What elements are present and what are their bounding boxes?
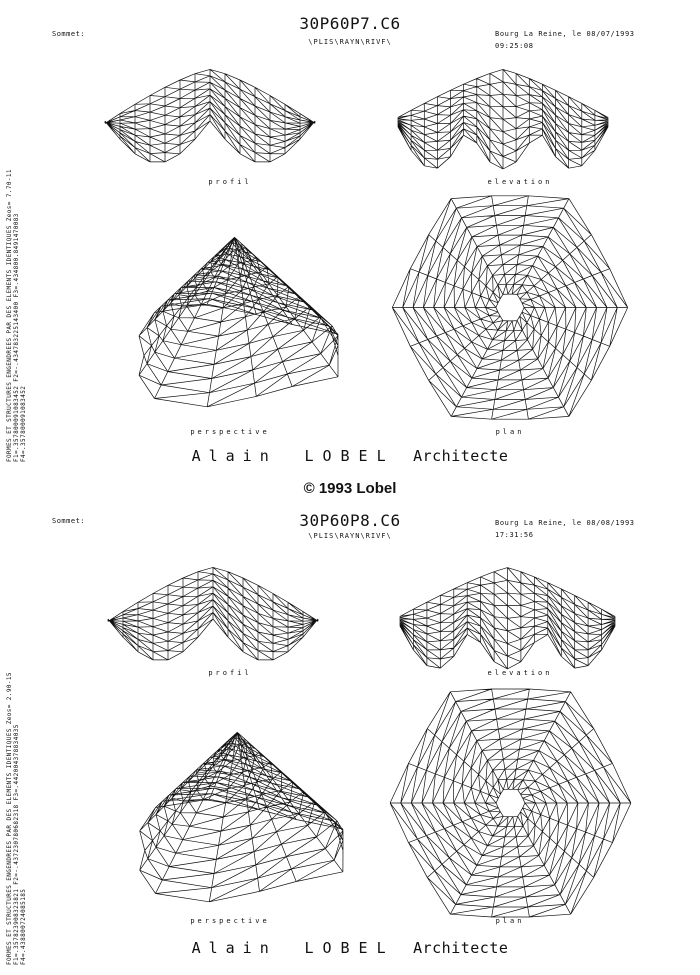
plan-label: plan (495, 428, 525, 436)
place-date: Bourg La Reine, le 08/08/1993 (495, 519, 635, 527)
plan-label: plan (495, 917, 525, 925)
side-parameters (6, 22, 46, 462)
sommet-label: Sommet: (52, 517, 86, 525)
profile-label: profil (208, 178, 252, 186)
signature-title: Architecte (413, 447, 509, 465)
place-date: Bourg La Reine, le 08/07/1993 (495, 30, 635, 38)
signature-last-name: LOBEL (304, 939, 395, 957)
profile-view-drawing (105, 55, 315, 175)
mesh-lines (390, 689, 631, 917)
signature-title: Architecte (413, 939, 509, 957)
signature-first-name: Alain (191, 939, 277, 957)
sommet-label: Sommet: (52, 30, 86, 38)
side-line-1: FORMES ET STRUCTURES ENGENDREES PAR DES ELEMENTS IDENTIQUES Zeos= 2.90-15 (6, 672, 13, 965)
perspective-label: perspective (190, 428, 270, 436)
drawing-sheet-2 (0, 505, 700, 975)
architect-signature (0, 447, 700, 465)
time-stamp: 09:25:08 (495, 42, 534, 50)
file-name: 30P60P8.C6 (299, 511, 401, 530)
mesh-lines (398, 69, 608, 169)
file-path: \PLIS\RAYN\RIVF\ (308, 532, 392, 540)
plan-view-drawing (398, 683, 623, 923)
signature-last-name: LOBEL (304, 447, 395, 465)
architect-signature (0, 939, 700, 957)
signature-first-name: Alain (191, 447, 277, 465)
elevation-view-drawing (400, 553, 615, 675)
side-line-2: F1=.357823908323821 F2=-.437230780682318 F3=.442004378834035 (13, 724, 20, 965)
copyright-notice: © 1993 Lobel (303, 480, 397, 497)
perspective-view-drawing (108, 205, 338, 420)
elevation-label: elevation (487, 669, 553, 677)
elevation-view-drawing (398, 55, 608, 175)
time-stamp: 17:31:56 (495, 531, 534, 539)
file-name: 30P60P7.C6 (299, 14, 401, 33)
perspective-view-drawing (108, 700, 343, 915)
mesh-lines (108, 567, 318, 660)
elevation-label: elevation (487, 178, 553, 186)
mesh-lines (139, 237, 338, 406)
mesh-lines (140, 732, 343, 902)
plan-view-drawing (400, 190, 620, 425)
file-path: \PLIS\RAYN\RIVF\ (308, 38, 392, 46)
side-line-3: F4=.438800724085185 (20, 888, 27, 965)
side-parameters (6, 525, 46, 965)
drawing-sheet-1 (0, 0, 700, 470)
profile-view-drawing (108, 553, 318, 673)
side-line-1: FORMES ET STRUCTURES ENGENDREES PAR DES ELEMENTS IDENTIQUES Zeos= 7.70-11 (6, 169, 13, 462)
side-line-3: F4=.357800091083452 (20, 385, 27, 462)
side-line-2: F1=.357800091083452 F2=-.434783225143400 F3=.434800.8491470083 (13, 213, 20, 462)
mesh-lines (392, 196, 627, 419)
profile-label: profil (208, 669, 252, 677)
mesh-lines (105, 69, 315, 161)
mesh-lines (400, 568, 615, 669)
perspective-label: perspective (190, 917, 270, 925)
